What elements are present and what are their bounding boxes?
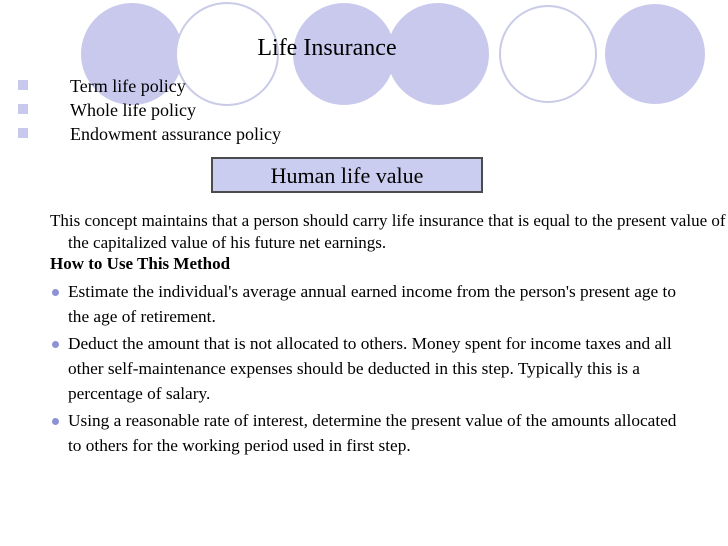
policy-list <box>18 74 281 146</box>
square-bullet-icon <box>18 104 28 114</box>
step-text: Estimate the individual's average annual earned income from the person's present age to the age of retirement. <box>68 282 676 326</box>
list-item <box>18 98 281 122</box>
policy-label: Term life policy <box>70 76 186 96</box>
policy-label: Endowment assurance policy <box>70 124 281 144</box>
round-bullet-icon <box>52 418 59 425</box>
concept-paragraph: This concept maintains that a person should carry life insurance that is equal to the present value of the capitalized value of his future net earnings. <box>50 211 726 252</box>
round-bullet-icon <box>52 289 59 296</box>
list-item <box>50 279 690 329</box>
list-item <box>50 408 690 458</box>
human-life-value-box: Human life value <box>211 157 483 193</box>
round-bullet-icon <box>52 341 59 348</box>
square-bullet-icon <box>18 128 28 138</box>
method-heading: How to Use This Method <box>50 254 231 273</box>
step-text: Using a reasonable rate of interest, determine the present value of the amounts allocated to others for the working period used in first step. <box>68 411 677 455</box>
list-item <box>18 74 281 98</box>
list-item <box>50 331 690 406</box>
list-item <box>18 122 281 146</box>
square-bullet-icon <box>18 80 28 90</box>
policy-label: Whole life policy <box>70 100 196 120</box>
slide-title: Life Insurance <box>257 35 397 61</box>
method-steps-list <box>50 279 690 460</box>
step-text: Deduct the amount that is not allocated to others. Money spent for income taxes and all other self-maintenance expenses should be deducted in this step. Typically this is a percentage of salary. <box>68 334 672 403</box>
